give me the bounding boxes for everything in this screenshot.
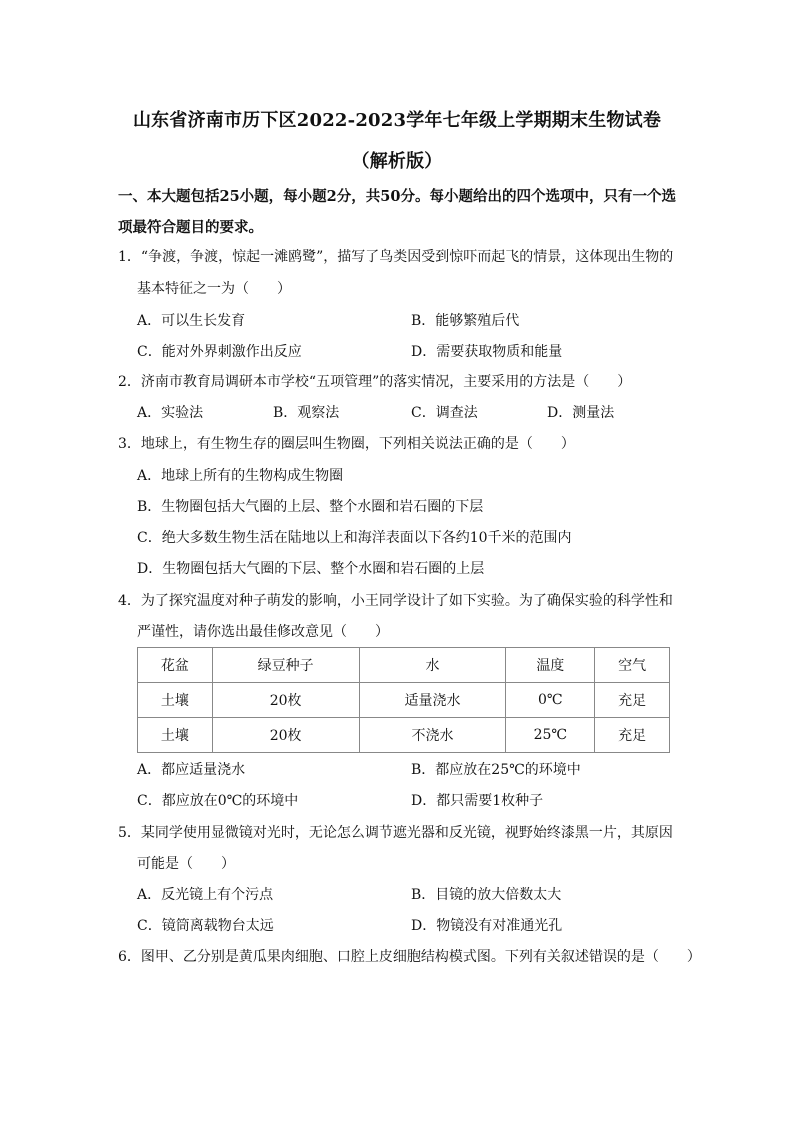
- question-3-stem: 3．地球上，有生物生存的圈层叫生物圈，下列相关说法正确的是（ ）: [118, 436, 575, 452]
- question-5-stem-cont: 可能是（ ）: [137, 856, 235, 872]
- question-5-option-c: C．镜筒离载物台太远: [137, 918, 274, 934]
- question-4-stem-cont: 严谨性，请你选出最佳修改意见（ ）: [137, 624, 389, 640]
- table-row: [138, 683, 670, 718]
- question-3-option-c: C．绝大多数生物生活在陆地以上和海洋表面以下各约10千米的范围内: [137, 530, 572, 546]
- table-cell: 充足: [595, 683, 670, 718]
- table-cell: 土壤: [138, 718, 213, 753]
- table-cell: 不浇水: [359, 718, 506, 753]
- question-2-option-d: D．测量法: [547, 405, 615, 421]
- question-1-option-a: A．可以生长发育: [137, 313, 246, 329]
- question-6-stem: 6．图甲、乙分别是黄瓜果肉细胞、口腔上皮细胞结构模式图。下列有关叙述错误的是（ ）: [118, 949, 701, 965]
- table-header-cell: 温度: [506, 648, 595, 683]
- table-cell: 20枚: [212, 718, 359, 753]
- question-5-option-b: B．目镜的放大倍数太大: [411, 887, 562, 903]
- table-cell: 0℃: [506, 683, 595, 718]
- table-header-cell: 花盆: [138, 648, 213, 683]
- question-2-option-c: C．调查法: [411, 405, 478, 421]
- question-4-option-a: A．都应适量浇水: [137, 762, 246, 778]
- question-1-stem-cont: 基本特征之一为（ ）: [137, 281, 291, 297]
- question-1-option-c: C．能对外界刺激作出反应: [137, 344, 302, 360]
- table-cell: 25℃: [506, 718, 595, 753]
- document-subtitle: （解析版）: [351, 151, 443, 172]
- question-4-option-d: D．都只需要1枚种子: [411, 793, 544, 809]
- table-cell: 充足: [595, 718, 670, 753]
- question-4-option-c: C．都应放在0℃的环境中: [137, 793, 299, 809]
- section-instruction-line1: 一、本大题包括25小题，每小题2分，共50分。每小题给出的四个选项中，只有一个选: [118, 188, 676, 205]
- question-5-option-d: D．物镜没有对准通光孔: [411, 918, 563, 934]
- question-5-option-a: A．反光镜上有个污点: [137, 887, 274, 903]
- question-2-stem: 2．济南市教育局调研本市学校“五项管理”的落实情况，主要采用的方法是（ ）: [118, 374, 632, 390]
- table-cell: 土壤: [138, 683, 213, 718]
- experiment-table: [137, 647, 670, 753]
- question-4-option-b: B．都应放在25℃的环境中: [411, 762, 581, 778]
- table-cell: 20枚: [212, 683, 359, 718]
- section-instruction-line2: 项最符合题目的要求。: [118, 219, 263, 236]
- question-3-option-a: A．地球上所有的生物构成生物圈: [137, 468, 344, 484]
- document-title: 山东省济南市历下区2022-2023学年七年级上学期期末生物试卷: [132, 110, 662, 131]
- table-cell: 适量浇水: [359, 683, 506, 718]
- question-3-option-d: D．生物圈包括大气圈的下层、整个水圈和岩石圈的上层: [137, 561, 485, 577]
- question-4-stem: 4．为了探究温度对种子萌发的影响，小王同学设计了如下实验。为了确保实验的科学性和: [118, 593, 673, 609]
- question-2-option-b: B．观察法: [273, 405, 340, 421]
- table-header-row: [138, 648, 670, 683]
- question-1-option-b: B．能够繁殖后代: [411, 313, 520, 329]
- question-3-option-b: B．生物圈包括大气圈的上层、整个水圈和岩石圈的下层: [137, 499, 484, 515]
- question-5-stem: 5．某同学使用显微镜对光时，无论怎么调节遮光器和反光镜，视野始终漆黑一片，其原因: [118, 825, 673, 841]
- table-header-cell: 绿豆种子: [212, 648, 359, 683]
- table-header-cell: 水: [359, 648, 506, 683]
- question-1-option-d: D．需要获取物质和能量: [411, 344, 563, 360]
- table-header-cell: 空气: [595, 648, 670, 683]
- question-2-option-a: A．实验法: [137, 405, 204, 421]
- section-instruction: [118, 181, 678, 243]
- table-row: [138, 718, 670, 753]
- question-1-stem: 1．“争渡，争渡，惊起一滩鸥鹭”，描写了鸟类因受到惊吓而起飞的情景，这体现出生物的: [118, 249, 674, 265]
